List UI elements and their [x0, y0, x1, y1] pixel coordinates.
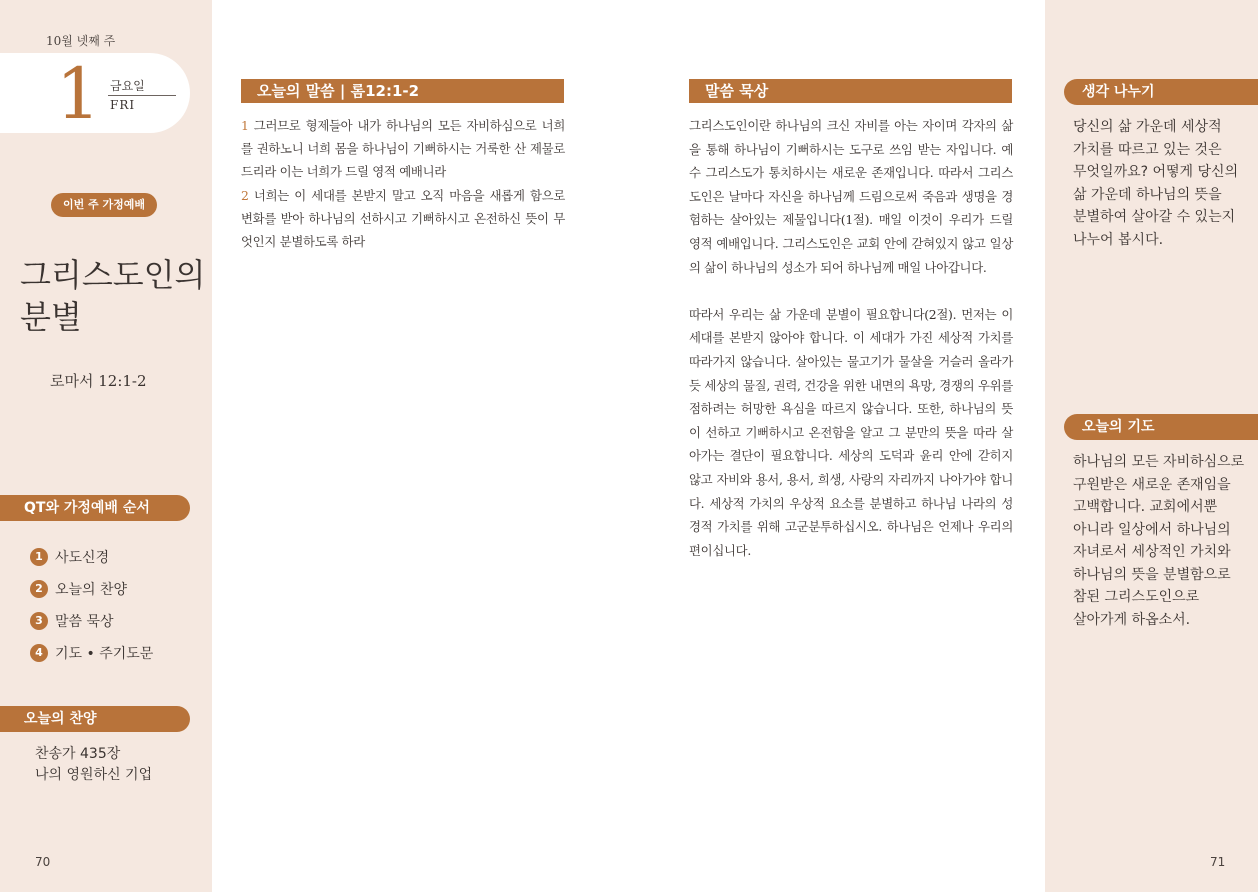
page-title [20, 254, 210, 338]
step-number-badge: 1 [30, 548, 48, 566]
week-label: 10월 넷째 주 [46, 34, 116, 48]
day-number: 1 [56, 53, 101, 135]
hymn-name: 나의 영원하신 기업 [35, 767, 153, 783]
scripture-reference: 로마서 12:1-2 [50, 372, 147, 390]
meditation-text [689, 114, 1013, 562]
verse-text: 그러므로 형제들아 내가 하나님의 모든 자비하심으로 너희를 권하노니 너희 몸을 하나님이 기뻐하시는 거룩한 산 제물로 드리라 이는 너희가 드릴 영적 예배니라 [241, 118, 565, 180]
day-of-week-korean: 금요일 [110, 79, 145, 93]
qt-order-list [30, 541, 153, 669]
verse-number: 1 [241, 118, 249, 133]
hymn-info [35, 744, 152, 786]
verse [241, 114, 565, 184]
page-title-line2: 분별 [20, 298, 82, 336]
list-item [30, 573, 153, 605]
list-item [30, 637, 153, 669]
step-number-badge: 2 [30, 580, 48, 598]
step-number-badge: 3 [30, 612, 48, 630]
todays-prayer-heading: 오늘의 기도 [1064, 414, 1258, 440]
meditation-paragraph: 따라서 우리는 삶 가운데 분별이 필요합니다(2절). 먼저는 이 세대를 본받지 않아야 합니다. 이 세대가 가진 세상적 가치를 따라가지 않습니다. 살아있는 물고기가 물살을 거슬러 올라가듯 세상의 물질, 권력, 건강을 위한 내면의 욕망, 경쟁의 우위를 점하려는 허망한 욕심을 따르지 않습니다. 또한, 하나님의 뜻이 선하고 기뻐하시고 온전함을 알고 그 분만의 뜻을 따라 살아가는 결단이 필요합니다. 세상의 도덕과 윤리 안에 갇히지 않고 자비와 용서, 용서, 희생, 사랑의 자리까지 나아가야 합니다. 세상적 가치의 우상적 요소를 분별하고 하나님 나라의 성경적 가치를 위해 고군분투하십시오. 하나님은 언제나 우리의 편이십니다. [689, 306, 1013, 558]
scripture-text [241, 114, 565, 253]
list-item [30, 541, 153, 573]
page-number-left: 70 [35, 855, 51, 869]
page-title-line1: 그리스도인의 [20, 256, 206, 294]
share-thoughts-text: 당신의 삶 가운데 세상적 가치를 따르고 있는 것은 무엇일까요? 어떻게 당신의 삶 가운데 하나님의 뜻을 분별하여 살아갈 수 있는지 나누어 봅시다. [1073, 119, 1239, 248]
date-divider [108, 95, 176, 96]
share-thoughts-heading: 생각 나누기 [1064, 79, 1258, 105]
step-label: 말씀 묵상 [55, 614, 114, 630]
step-number-badge: 4 [30, 644, 48, 662]
hymn-heading: 오늘의 찬양 [0, 706, 190, 732]
step-label: 오늘의 찬양 [55, 582, 128, 598]
verse [241, 184, 565, 254]
family-worship-badge: 이번 주 가정예배 [51, 193, 157, 217]
page-number-right: 71 [1210, 855, 1226, 869]
hymn-number: 찬송가 435장 [35, 746, 121, 762]
todays-prayer-text: 하나님의 모든 자비하심으로 구원받은 새로운 존재임을 고백합니다. 교회에서뿐 아니라 일상에서 하나님의 자녀로서 세상적인 가치와 하나님의 뜻을 분별함으로 참된 그리스도인으로 살아가게 하옵소서. [1073, 454, 1245, 628]
list-item [30, 605, 153, 637]
meditation-paragraph: 그리스도인이란 하나님의 크신 자비를 아는 자이며 각자의 삶을 통해 하나님이 기뻐하시는 도구로 쓰임 받는 자입니다. 예수 그리스도가 통치하시는 새로운 존재입니다. 따라서 그리스도인은 날마다 자신을 하나님께 드림으로써 죽음과 생명을 경험하는 살아있는 제물입니다(1절). 매일 이것이 우리가 드릴 영적 예배입니다. 그리스도인은 교회 안에 갇혀있지 않고 일상의 삶이 하나님의 성소가 되어 하나님께 매일 나아갑니다. [689, 118, 1013, 275]
day-of-week-english: FRI [110, 98, 136, 112]
todays-word-heading: 오늘의 말씀 | 롬12:1-2 [241, 79, 564, 103]
qt-order-heading: QT와 가정예배 순서 [0, 495, 190, 521]
verse-number: 2 [241, 187, 249, 203]
step-label: 기도 • 주기도문 [55, 646, 154, 662]
verse-text: 너희는 이 세대를 본받지 말고 오직 마음을 새롭게 함으로 변화를 받아 하나님의 선하시고 기뻐하시고 온전하신 뜻이 무엇인지 분별하도록 하라 [241, 187, 565, 250]
meditation-heading: 말씀 묵상 [689, 79, 1012, 103]
step-label: 사도신경 [55, 550, 110, 566]
